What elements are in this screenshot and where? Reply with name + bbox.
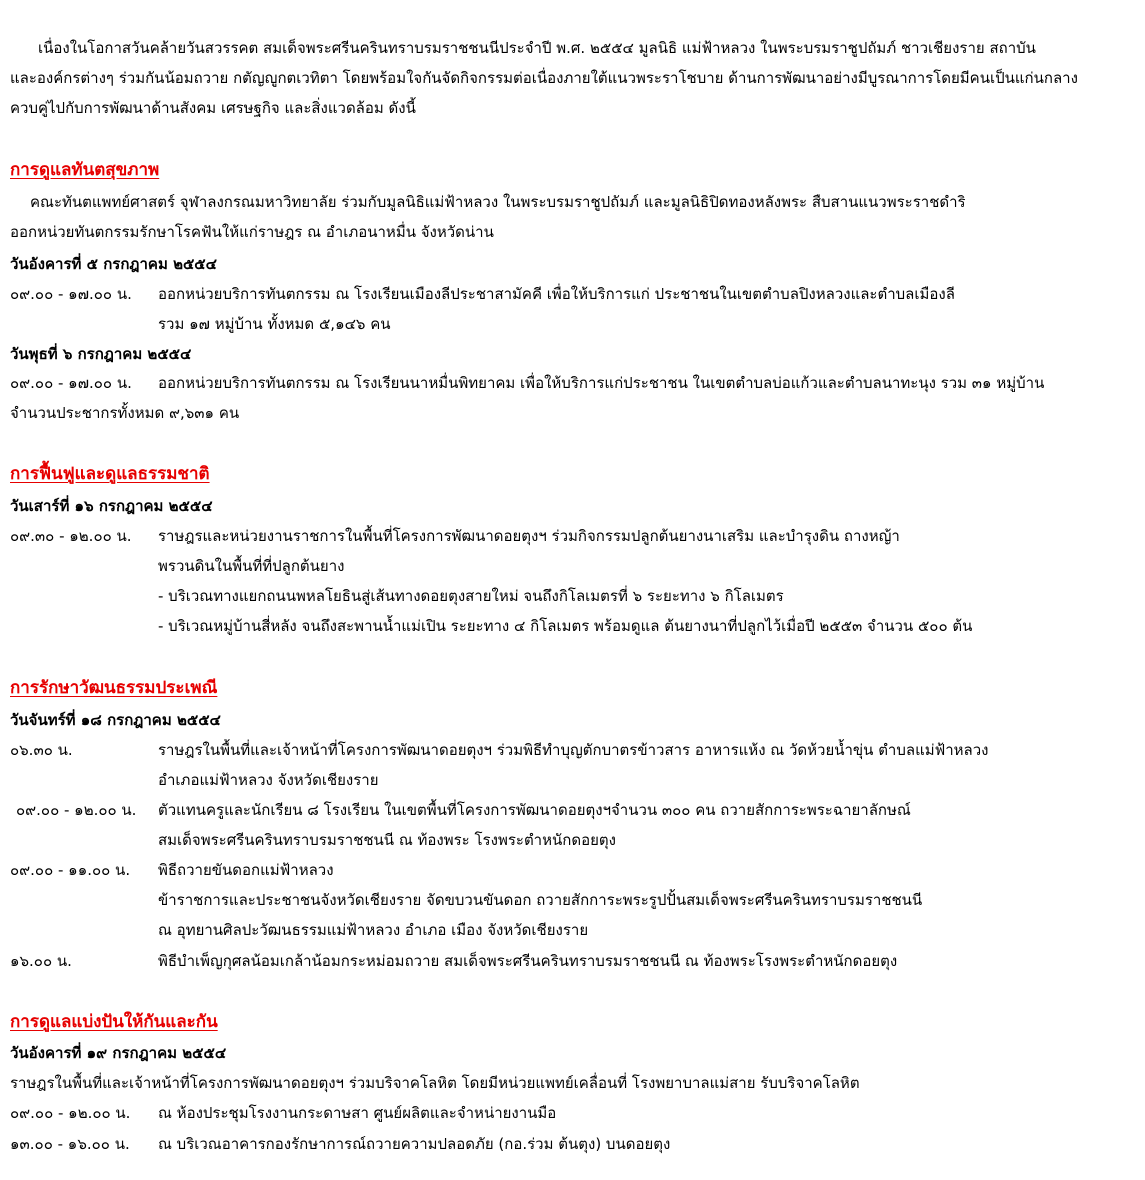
event-description: พิธีถวายขันดอกแม่ฟ้าหลวง — [158, 861, 334, 879]
event-time: ๐๙.๐๐ - ๑๑.๐๐ น. — [10, 861, 131, 879]
event-date: วันอังคารที่ ๕ กรกฎาคม ๒๕๕๔ — [10, 255, 218, 273]
event-time: ๐๙.๐๐ - ๑๒.๐๐ น. — [10, 1104, 131, 1122]
event-time: ๐๙.๐๐ - ๑๗.๐๐ น. — [10, 285, 132, 303]
event-date: วันจันทร์ที่ ๑๘ กรกฎาคม ๒๕๕๔ — [10, 711, 221, 729]
event-description: จำนวนประชากรทั้งหมด ๙,๖๓๑ คน — [10, 404, 240, 422]
event-description: สมเด็จพระศรีนครินทราบรมราชชนนี ณ ท้องพระ โรงพระตำหนักดอยตุง — [158, 831, 616, 849]
event-description: พิธีบำเพ็ญกุศลน้อมเกล้าน้อมกระหม่อมถวาย สมเด็จพระศรีนครินทราบรมราชชนนี ณ ท้องพระโรงพระตำหนักดอยตุง — [158, 952, 898, 970]
section-paragraph: ออกหน่วยทันตกรรมรักษาโรคฟันให้แก่ราษฎร ณ อำเภอนาหมื่น จังหวัดน่าน — [10, 223, 494, 241]
event-description: ราษฎรและหน่วยงานราชการในพื้นที่โครงการพัฒนาดอยตุงฯ ร่วมกิจกรรมปลูกต้นยางนาเสริม และบำรุงดิน ถางหญ้า — [158, 527, 900, 545]
event-time: ๑๖.๐๐ น. — [10, 952, 72, 970]
intro-line-3: ควบคู่ไปกับการพัฒนาด้านสังคม เศรษฐกิจ และสิ่งแวดล้อม ดังนี้ — [10, 99, 416, 117]
event-date: วันพุธที่ ๖ กรกฎาคม ๒๕๕๔ — [10, 345, 192, 363]
event-description: ณ อุทยานศิลปะวัฒนธรรมแม่ฟ้าหลวง อำเภอ เมือง จังหวัดเชียงราย — [158, 921, 589, 939]
event-time: ๐๙.๐๐ - ๑๗.๐๐ น. — [10, 374, 132, 392]
location-bullet: - บริเวณหมู่บ้านสี่หลัง จนถึงสะพานน้ำแม่เปิน ระยะทาง ๔ กิโลเมตร พร้อมดูแล ต้นยางนาที่ปลูกไว้เมื่อปี ๒๕๕๓ จำนวน ๕๐๐ ต้น — [158, 617, 973, 635]
section-heading-dental-health: การดูแลทันตสุขภาพ — [10, 160, 160, 180]
section-heading-culture-tradition: การรักษาวัฒนธรรมประเพณี — [10, 678, 218, 698]
event-date: วันอังคารที่ ๑๙ กรกฎาคม ๒๕๕๔ — [10, 1044, 227, 1062]
event-description: ออกหน่วยบริการทันตกรรม ณ โรงเรียนเมืองลีประชาสามัคคี เพื่อให้บริการแก่ ประชาชนในเขตตำบลปิงหลวงและตำบลเมืองลี — [158, 285, 955, 303]
event-time: ๐๙.๓๐ - ๑๒.๐๐ น. — [10, 527, 132, 545]
event-description: ข้าราชการและประชาชนจังหวัดเชียงราย จัดขบวนขันดอก ถวายสักการะพระรูปปั้นสมเด็จพระศรีนครินทราบรมราชชนนี — [158, 891, 923, 909]
event-date: วันเสาร์ที่ ๑๖ กรกฎาคม ๒๕๕๔ — [10, 497, 213, 515]
event-time: ๑๓.๐๐ - ๑๖.๐๐ น. — [10, 1135, 130, 1153]
event-description: พรวนดินในพื้นที่ที่ปลูกต้นยาง — [158, 557, 345, 575]
section-heading-nature-restoration: การฟื้นฟูและดูแลธรรมชาติ — [10, 464, 210, 484]
event-description: ตัวแทนครูและนักเรียน ๘ โรงเรียน ในเขตพื้นที่โครงการพัฒนาดอยตุงฯจำนวน ๓๐๐ คน ถวายสักการะพระฉายาลักษณ์ — [158, 801, 911, 819]
event-description: รวม ๑๗ หมู่บ้าน ทั้งหมด ๕,๑๔๖ คน — [158, 315, 391, 333]
event-description: ออกหน่วยบริการทันตกรรม ณ โรงเรียนนาหมื่นพิทยาคม เพื่อให้บริการแก่ประชาชน ในเขตตำบลบ่อแก้วและตำบลนาทะนุง รวม ๓๑ หมู่บ้าน — [158, 374, 1045, 392]
intro-line-2: และองค์กรต่างๆ ร่วมกันน้อมถวาย กตัญญูกตเวทิตา โดยพร้อมใจกันจัดกิจกรรมต่อเนื่องภายใต้แนวพระราโชบาย ด้านการพัฒนาอย่างมีบูรณาการโดยมีคนเป็นแก่นกลาง — [10, 69, 1078, 87]
event-time: ๐๙.๐๐ - ๑๒.๐๐ น. — [16, 801, 137, 819]
event-description: ราษฎรในพื้นที่และเจ้าหน้าที่โครงการพัฒนาดอยตุงฯ ร่วมพิธีทำบุญตักบาตรข้าวสาร อาหารแห้ง ณ วัดห้วยน้ำขุ่น ตำบลแม่ฟ้าหลวง — [158, 741, 989, 759]
location-bullet: - บริเวณทางแยกถนนพหลโยธินสู่เส้นทางดอยตุงสายใหม่ จนถึงกิโลเมตรที่ ๖ ระยะทาง ๖ กิโลเมตร — [158, 587, 784, 605]
event-description: ณ ห้องประชุมโรงงานกระดาษสา ศูนย์ผลิตและจำหน่ายงานมือ — [158, 1104, 557, 1122]
section-paragraph: ราษฎรในพื้นที่และเจ้าหน้าที่โครงการพัฒนาดอยตุงฯ ร่วมบริจาคโลหิต โดยมีหน่วยแพทย์เคลื่อนที่ โรงพยาบาลแม่สาย รับบริจาคโลหิต — [10, 1074, 860, 1092]
event-time: ๐๖.๓๐ น. — [10, 741, 73, 759]
section-heading-sharing: การดูแลแบ่งปันให้กันและกัน — [10, 1012, 218, 1032]
event-description: ณ บริเวณอาคารกองรักษาการณ์ถวายความปลอดภัย (กอ.ร่วม ต้นตุง) บนดอยตุง — [158, 1135, 671, 1153]
section-paragraph: คณะทันตแพทย์ศาสตร์ จุฬาลงกรณมหาวิทยาลัย ร่วมกับมูลนิธิแม่ฟ้าหลวง ในพระบรมราชูปถัมภ์ และมูลนิธิปิดทองหลังพระ สืบสานแนวพระราชดำริ — [30, 193, 966, 211]
event-description: อำเภอแม่ฟ้าหลวง จังหวัดเชียงราย — [158, 771, 379, 789]
intro-line-1: เนื่องในโอกาสวันคล้ายวันสวรรคต สมเด็จพระศรีนครินทราบรมราชชนนีประจำปี พ.ศ. ๒๕๕๔ มูลนิธิ แม่ฟ้าหลวง ในพระบรมราชูปถัมภ์ ชาวเชียงราย สถาบัน — [38, 39, 1036, 57]
